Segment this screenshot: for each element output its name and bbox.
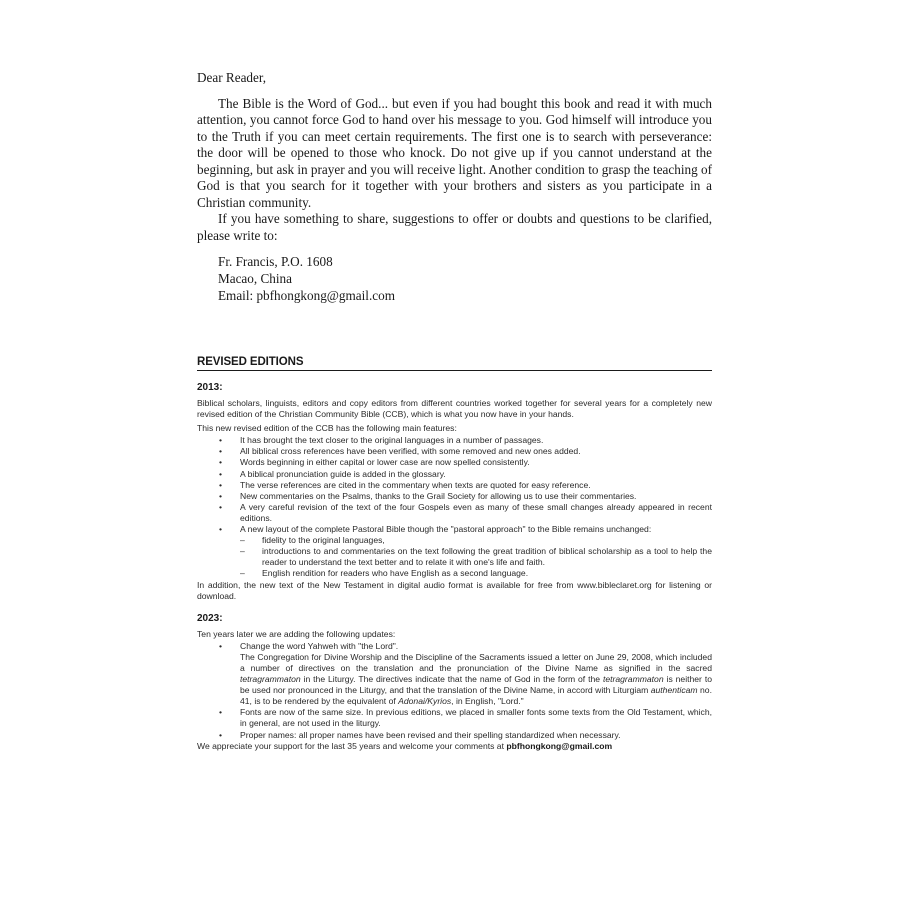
- list-item: – introductions to and commentaries on the text following the great tradition of biblical scholarship as a tool to help the reader to understand the text better and to relate it with one's life and faith.: [240, 546, 712, 568]
- mailing-address: [218, 253, 712, 304]
- list-item: • The verse references are cited in the commentary when texts are quoted for easy reference.: [219, 479, 591, 490]
- address-line-email: Email: pbfhongkong@gmail.com: [218, 288, 395, 303]
- address-line-name: Fr. Francis, P.O. 1608: [218, 254, 333, 269]
- letter-paragraph-1: The Bible is the Word of God... but even if you had bought this book and read it with much attention, you cannot force God to hand over his message to you. God himself will introduce you to the Truth if you can meet certain requirements. The first one is to search with perseverance: the door will be opened to those who knock. Do not give up if you cannot understand at the beginning, but ask in prayer and you will receive light. Another condition to grasp the teaching of God is that you search for it together with your brothers and sisters as you participate in a Christian community.: [197, 95, 712, 210]
- list-item: • New commentaries on the Psalms, thanks to the Grail Society for allowing us to use their commentaries.: [219, 490, 637, 501]
- list-item: • A biblical pronunciation guide is added in the glossary.: [219, 468, 446, 479]
- letter: [197, 70, 712, 304]
- list-item: • Change the word Yahweh with "the Lord". The Congregation for Divine Worship and the Discipline of the Sacraments issued a letter on June 29, 2008, which included a number of directives on the translation and the pronunciation of the Divine Name as signified in the sacred tetragrammaton in the Liturgy. The directives indicate that the name of God in the form of the tetragrammaton is neither to be used nor pronounced in the Liturgy, and that the translation of the Divine Name, in accord with Liturgiam authenticam no. 41, is to be rendered by the equivalent of Adonai/Kyrios, in English, "Lord.": [219, 640, 712, 707]
- letter-paragraph-2: If you have something to share, suggestions to offer or doubts and questions to be clarified, please write to:: [197, 211, 712, 243]
- list-item: • Words beginning in either capital or lower case are now spelled consistently.: [219, 457, 530, 468]
- features-list: [197, 435, 712, 579]
- list-item: – fidelity to the original languages,: [240, 535, 385, 546]
- list-item: • Proper names: all proper names have been revised and their spelling standardized when necessary.: [219, 729, 621, 740]
- list-item: • A very careful revision of the text of the four Gospels even as many of these small changes already appeared in recent editions.: [219, 501, 712, 523]
- edition-2013-body: [197, 398, 712, 602]
- edition-2013-intro: Biblical scholars, linguists, editors and copy editors from different countries worked together for several years for a completely new revised edition of the Christian Community Bible (CCB), which is what you now have in your hands.: [197, 398, 712, 420]
- year-heading-2023: 2023:: [197, 612, 223, 624]
- year-heading-2013: 2013:: [197, 382, 223, 393]
- section-title: REVISED EDITIONS: [197, 356, 712, 371]
- list-item: • Fonts are now of the same size. In previous editions, we placed in smaller fonts some texts from the Old Testament, which, in general, are not used in the liturgy.: [219, 707, 712, 729]
- pastoral-approach-list: [240, 535, 712, 579]
- updates-list: [197, 641, 712, 741]
- address-line-city: Macao, China: [218, 271, 292, 286]
- revised-editions-section: [197, 356, 712, 755]
- letter-greeting: Dear Reader,: [197, 70, 267, 85]
- edition-2013-closing: In addition, the new text of the New Testament in digital audio format is available for free from www.bibleclaret.org for listening or download.: [197, 579, 712, 601]
- features-intro: This new revised edition of the CCB has the following main features:: [197, 423, 457, 434]
- list-item: • A new layout of the complete Pastoral Bible though the "pastoral approach" to the Bible remains unchanged: – fidelity to the original languages, – introductions to and commentaries on the text following the great tradition of biblical scholarship as a tool to help the reader to understand the text better and to relate it with one's life and faith. – English rendition for readers who have English as a second language.: [219, 524, 712, 579]
- edition-2023-body: [197, 629, 712, 752]
- edition-2023-intro: Ten years later we are adding the following updates:: [197, 628, 396, 639]
- list-item: • It has brought the text closer to the original languages in a number of passages.: [219, 435, 544, 446]
- edition-2023-closing: We appreciate your support for the last 35 years and welcome your comments at pbfhongkong@gmail.com: [197, 740, 613, 751]
- contact-email[interactable]: pbfhongkong@gmail.com: [506, 740, 613, 751]
- list-item: • All biblical cross references have been verified, with some removed and new ones added.: [219, 446, 581, 457]
- list-item: – English rendition for readers who have English as a second language.: [240, 568, 529, 579]
